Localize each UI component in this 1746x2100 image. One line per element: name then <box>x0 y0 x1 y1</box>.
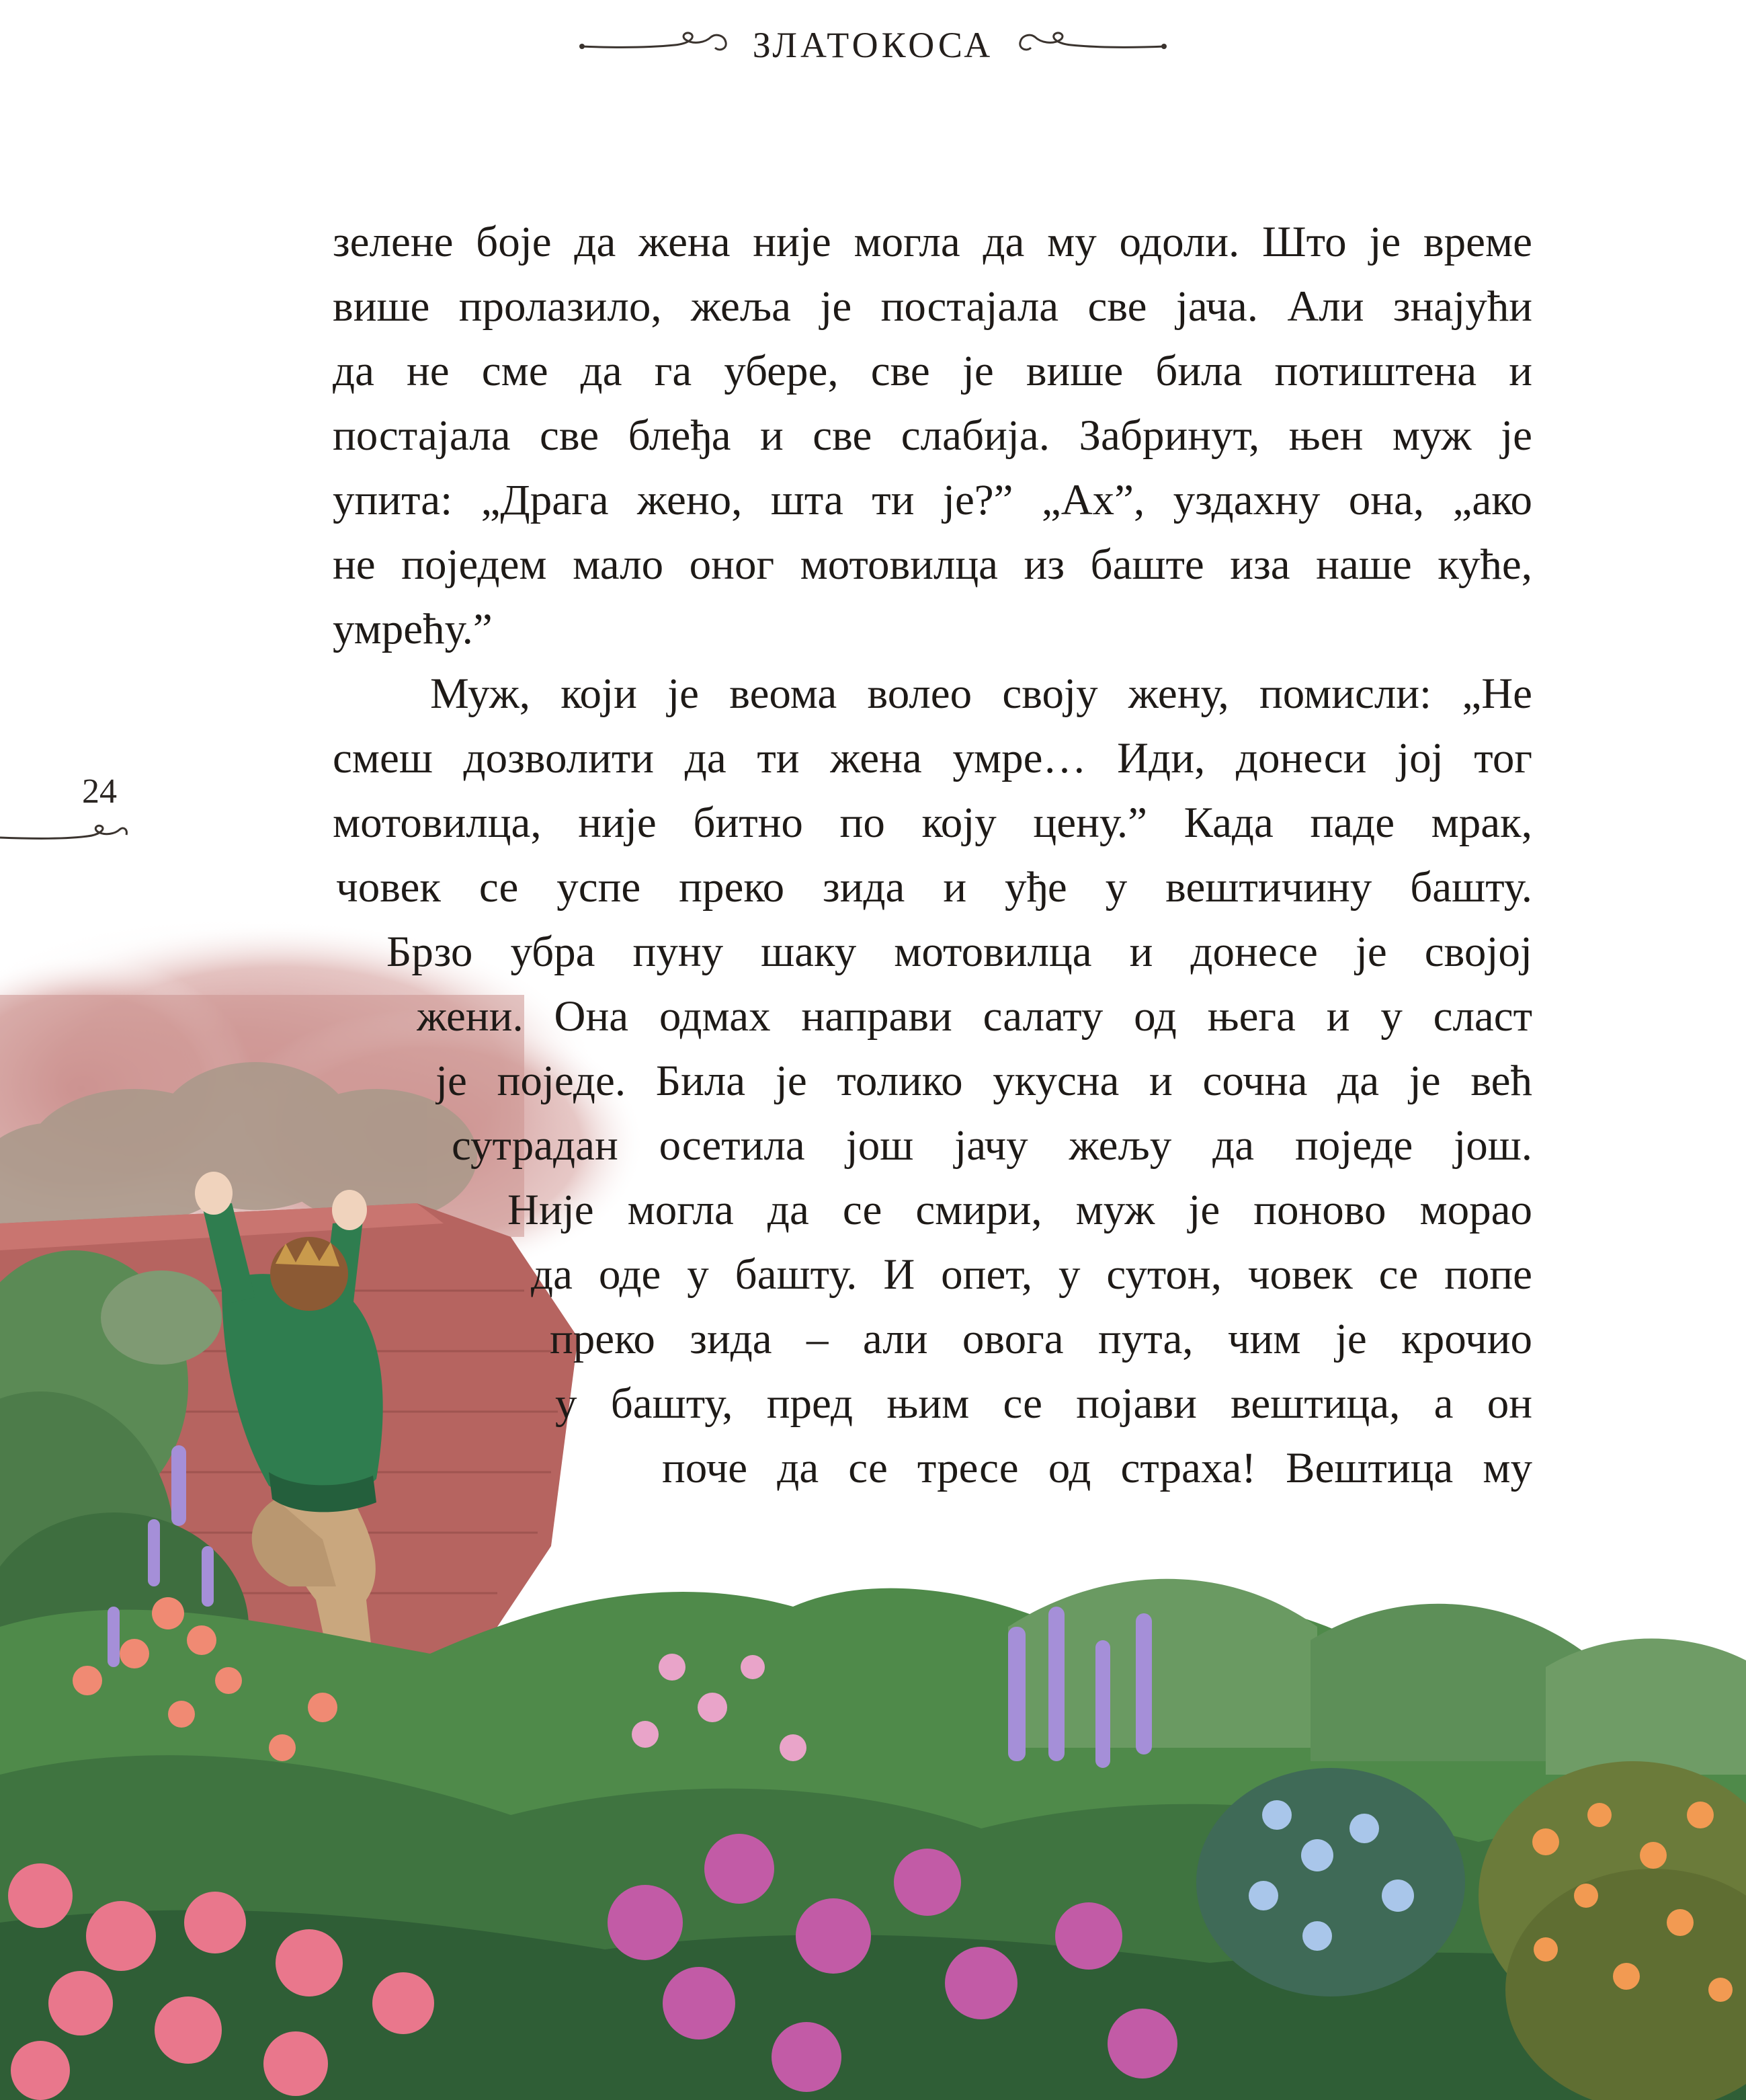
text-line: Муж, који је веома волео своју жену, помисли: „Не <box>430 670 1532 718</box>
text-line: мотовилца, није битно по коју цену.” Када паде мрак, <box>333 799 1532 847</box>
text-line: у башту, пред њим се појави вештица, а он <box>555 1379 1532 1428</box>
text-line: је поједе. Била је толико укусна и сочна да је већ <box>435 1057 1532 1105</box>
text-line: упита: „Драга жено, шта ти је?” „Ах”, уздахну она, „ако <box>333 476 1532 524</box>
text-line: не поједем мало оног мотовилца из баште иза наше куће, <box>333 540 1532 589</box>
text-line: постајала све блеђа и све слабија. Забринут, њен муж је <box>333 411 1532 460</box>
running-title: ЗЛАТОКОСА <box>752 25 994 65</box>
text-line: умрећу.” <box>333 605 493 653</box>
text-line: Није могла да се смири, муж је поново морао <box>507 1186 1532 1234</box>
text-line: сутрадан осетила још јачу жељу да поједе још. <box>452 1121 1532 1170</box>
text-line: зелене боје да жена није могла да му одоли. Што је време <box>333 218 1532 266</box>
text-line: смеш дозволити да ти жена умре… Иди, донеси јој тог <box>333 734 1532 782</box>
text-line: човек се успе преко зида и уђе у вештичину башту. <box>336 863 1532 912</box>
text-line: жени. Она одмах направи салату од њега и у сласт <box>417 992 1532 1041</box>
text-line: преко зида – али овога пута, чим је крочио <box>550 1315 1532 1363</box>
flower-meadow <box>0 1579 1746 2100</box>
text-line: Брзо убра пуну шаку мотовилца и донесе је својој <box>386 928 1532 976</box>
text-line: више пролазило, жеља је постајала све јача. Али знајући <box>333 282 1532 331</box>
page-number: 24 <box>82 772 117 811</box>
text-line: да оде у башту. И опет, у сутон, човек се попе <box>531 1250 1532 1299</box>
text-line: поче да се тресе од страха! Вештица му <box>662 1444 1532 1492</box>
text-line: да не сме да га убере, све је више била потиштена и <box>333 347 1532 395</box>
